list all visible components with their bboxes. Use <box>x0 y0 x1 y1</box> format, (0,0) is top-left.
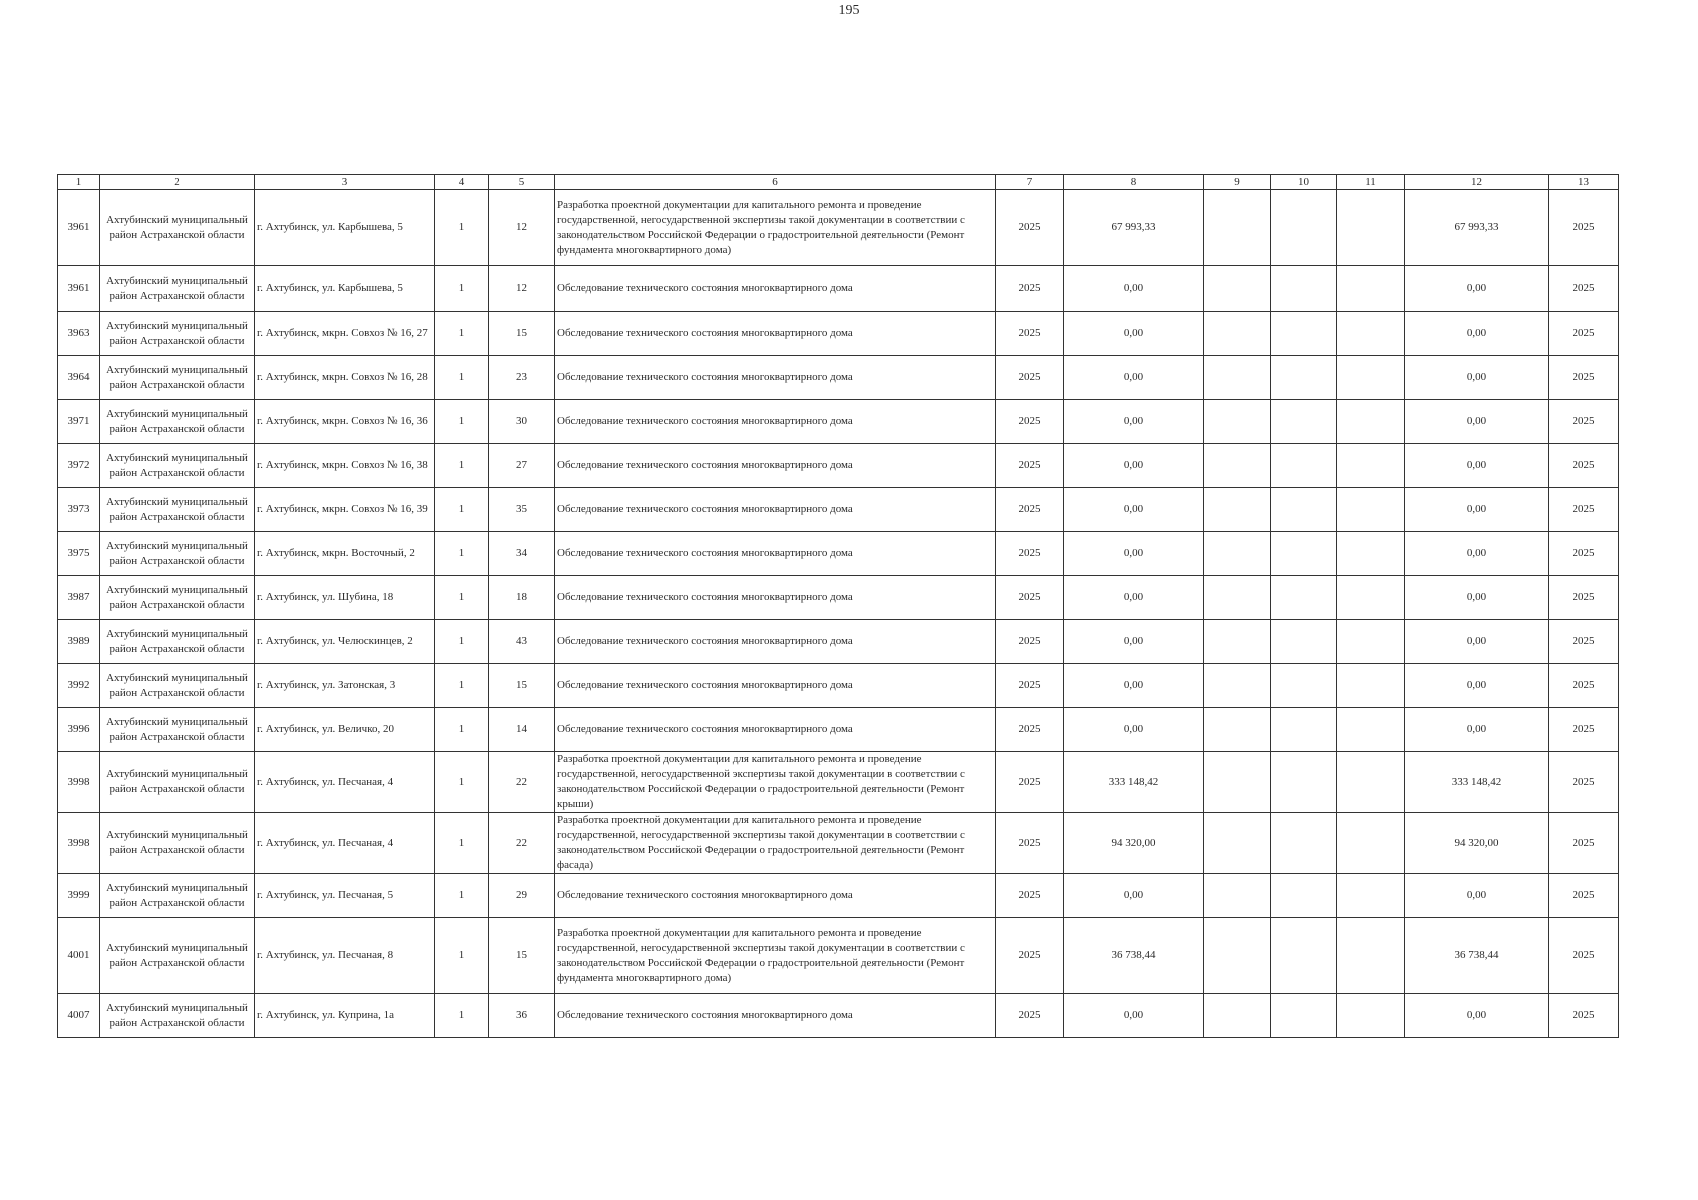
address-cell: г. Ахтубинск, ул. Величко, 20 <box>255 708 435 752</box>
col11-cell <box>1337 444 1405 488</box>
table-row <box>58 312 1619 356</box>
col13-year-cell: 2025 <box>1549 266 1619 312</box>
address-cell: г. Ахтубинск, мкрн. Восточный, 2 <box>255 532 435 576</box>
cost-cell: 94 320,00 <box>1064 813 1204 874</box>
year-cell: 2025 <box>996 266 1064 312</box>
municipality-cell: Ахтубинский муниципальный район Астраханской области <box>100 752 255 813</box>
work-type-cell: Обследование технического состояния многоквартирного дома <box>555 708 996 752</box>
table-row <box>58 400 1619 444</box>
col11-cell <box>1337 266 1405 312</box>
row-number: 3961 <box>58 266 100 312</box>
cost-cell: 333 148,42 <box>1064 752 1204 813</box>
col12-cost-cell: 0,00 <box>1405 400 1549 444</box>
col10-cell <box>1271 752 1337 813</box>
table-row <box>58 918 1619 994</box>
column-header-11: 11 <box>1337 175 1405 190</box>
work-type-cell: Обследование технического состояния многоквартирного дома <box>555 356 996 400</box>
work-type-cell: Обследование технического состояния многоквартирного дома <box>555 488 996 532</box>
col13-year-cell: 2025 <box>1549 752 1619 813</box>
col11-cell <box>1337 708 1405 752</box>
year-cell: 2025 <box>996 994 1064 1038</box>
municipality-cell: Ахтубинский муниципальный район Астраханской области <box>100 400 255 444</box>
address-cell: г. Ахтубинск, ул. Песчаная, 4 <box>255 752 435 813</box>
col13-year-cell: 2025 <box>1549 620 1619 664</box>
col12-cost-cell: 0,00 <box>1405 266 1549 312</box>
table-row <box>58 874 1619 918</box>
year-cell: 2025 <box>996 576 1064 620</box>
col4-cell: 1 <box>435 994 489 1038</box>
col5-cell: 22 <box>489 752 555 813</box>
work-type-cell: Обследование технического состояния многоквартирного дома <box>555 874 996 918</box>
col12-cost-cell: 0,00 <box>1405 874 1549 918</box>
col12-cost-cell: 0,00 <box>1405 994 1549 1038</box>
col4-cell: 1 <box>435 874 489 918</box>
table-row <box>58 356 1619 400</box>
table-row <box>58 488 1619 532</box>
col5-cell: 30 <box>489 400 555 444</box>
column-header-3: 3 <box>255 175 435 190</box>
table-row <box>58 190 1619 266</box>
col12-cost-cell: 0,00 <box>1405 312 1549 356</box>
address-cell: г. Ахтубинск, ул. Карбышева, 5 <box>255 190 435 266</box>
col4-cell: 1 <box>435 444 489 488</box>
table-body <box>58 190 1619 1038</box>
col5-cell: 14 <box>489 708 555 752</box>
col13-year-cell: 2025 <box>1549 708 1619 752</box>
municipality-cell: Ахтубинский муниципальный район Астраханской области <box>100 708 255 752</box>
col9-cell <box>1204 874 1271 918</box>
column-header-7: 7 <box>996 175 1064 190</box>
col10-cell <box>1271 918 1337 994</box>
col4-cell: 1 <box>435 190 489 266</box>
register-table <box>57 174 1619 1038</box>
column-header-1: 1 <box>58 175 100 190</box>
row-number: 4007 <box>58 994 100 1038</box>
address-cell: г. Ахтубинск, ул. Карбышева, 5 <box>255 266 435 312</box>
municipality-cell: Ахтубинский муниципальный район Астраханской области <box>100 994 255 1038</box>
page-number: 195 <box>838 3 860 18</box>
address-cell: г. Ахтубинск, мкрн. Совхоз № 16, 38 <box>255 444 435 488</box>
municipality-cell: Ахтубинский муниципальный район Астраханской области <box>100 190 255 266</box>
column-header-13: 13 <box>1549 175 1619 190</box>
cost-cell: 36 738,44 <box>1064 918 1204 994</box>
col12-cost-cell: 0,00 <box>1405 708 1549 752</box>
col12-cost-cell: 0,00 <box>1405 488 1549 532</box>
column-header-8: 8 <box>1064 175 1204 190</box>
work-type-cell: Обследование технического состояния многоквартирного дома <box>555 312 996 356</box>
col4-cell: 1 <box>435 576 489 620</box>
row-number: 3971 <box>58 400 100 444</box>
cost-cell: 0,00 <box>1064 576 1204 620</box>
municipality-cell: Ахтубинский муниципальный район Астраханской области <box>100 532 255 576</box>
table-row <box>58 708 1619 752</box>
work-type-cell: Разработка проектной документации для капитального ремонта и проведение государственной, негосударственной экспертизы такой документации в соответствии с законодательством Российской Федерации о градостроительной деятельности (Ремонт фундамента многоквартирного дома) <box>555 918 996 994</box>
col10-cell <box>1271 664 1337 708</box>
row-number: 4001 <box>58 918 100 994</box>
col11-cell <box>1337 918 1405 994</box>
col13-year-cell: 2025 <box>1549 356 1619 400</box>
year-cell: 2025 <box>996 400 1064 444</box>
row-number: 3998 <box>58 752 100 813</box>
year-cell: 2025 <box>996 532 1064 576</box>
municipality-cell: Ахтубинский муниципальный район Астраханской области <box>100 918 255 994</box>
year-cell: 2025 <box>996 356 1064 400</box>
table-row <box>58 532 1619 576</box>
table-header <box>58 175 1619 190</box>
col12-cost-cell: 0,00 <box>1405 620 1549 664</box>
col9-cell <box>1204 266 1271 312</box>
year-cell: 2025 <box>996 620 1064 664</box>
col5-cell: 36 <box>489 994 555 1038</box>
year-cell: 2025 <box>996 664 1064 708</box>
cost-cell: 0,00 <box>1064 664 1204 708</box>
year-cell: 2025 <box>996 488 1064 532</box>
col5-cell: 27 <box>489 444 555 488</box>
col9-cell <box>1204 444 1271 488</box>
col12-cost-cell: 0,00 <box>1405 576 1549 620</box>
address-cell: г. Ахтубинск, ул. Песчаная, 4 <box>255 813 435 874</box>
address-cell: г. Ахтубинск, мкрн. Совхоз № 16, 27 <box>255 312 435 356</box>
col12-cost-cell: 67 993,33 <box>1405 190 1549 266</box>
cost-cell: 0,00 <box>1064 400 1204 444</box>
col10-cell <box>1271 312 1337 356</box>
year-cell: 2025 <box>996 312 1064 356</box>
work-type-cell: Обследование технического состояния многоквартирного дома <box>555 444 996 488</box>
col13-year-cell: 2025 <box>1549 576 1619 620</box>
row-number: 3989 <box>58 620 100 664</box>
work-type-cell: Обследование технического состояния многоквартирного дома <box>555 620 996 664</box>
cost-cell: 0,00 <box>1064 356 1204 400</box>
work-type-cell: Разработка проектной документации для капитального ремонта и проведение государственной, негосударственной экспертизы такой документации в соответствии с законодательством Российской Федерации о градостроительной деятельности (Ремонт крыши) <box>555 752 996 813</box>
address-cell: г. Ахтубинск, ул. Шубина, 18 <box>255 576 435 620</box>
year-cell: 2025 <box>996 708 1064 752</box>
col9-cell <box>1204 488 1271 532</box>
cost-cell: 0,00 <box>1064 708 1204 752</box>
col11-cell <box>1337 752 1405 813</box>
col9-cell <box>1204 190 1271 266</box>
table-row <box>58 576 1619 620</box>
col5-cell: 12 <box>489 190 555 266</box>
col10-cell <box>1271 620 1337 664</box>
col12-cost-cell: 0,00 <box>1405 664 1549 708</box>
cost-cell: 0,00 <box>1064 488 1204 532</box>
col13-year-cell: 2025 <box>1549 190 1619 266</box>
col5-cell: 35 <box>489 488 555 532</box>
col4-cell: 1 <box>435 356 489 400</box>
col11-cell <box>1337 994 1405 1038</box>
col4-cell: 1 <box>435 312 489 356</box>
municipality-cell: Ахтубинский муниципальный район Астраханской области <box>100 444 255 488</box>
cost-cell: 0,00 <box>1064 266 1204 312</box>
col4-cell: 1 <box>435 400 489 444</box>
col10-cell <box>1271 400 1337 444</box>
address-cell: г. Ахтубинск, ул. Куприна, 1а <box>255 994 435 1038</box>
municipality-cell: Ахтубинский муниципальный район Астраханской области <box>100 312 255 356</box>
row-number: 3987 <box>58 576 100 620</box>
col4-cell: 1 <box>435 532 489 576</box>
col12-cost-cell: 333 148,42 <box>1405 752 1549 813</box>
col11-cell <box>1337 576 1405 620</box>
municipality-cell: Ахтубинский муниципальный район Астраханской области <box>100 813 255 874</box>
col10-cell <box>1271 874 1337 918</box>
col5-cell: 23 <box>489 356 555 400</box>
row-number: 3975 <box>58 532 100 576</box>
municipality-cell: Ахтубинский муниципальный район Астраханской области <box>100 874 255 918</box>
table-row <box>58 620 1619 664</box>
work-type-cell: Обследование технического состояния многоквартирного дома <box>555 664 996 708</box>
col12-cost-cell: 36 738,44 <box>1405 918 1549 994</box>
col5-cell: 29 <box>489 874 555 918</box>
column-header-9: 9 <box>1204 175 1271 190</box>
row-number: 3996 <box>58 708 100 752</box>
year-cell: 2025 <box>996 813 1064 874</box>
col4-cell: 1 <box>435 664 489 708</box>
column-header-2: 2 <box>100 175 255 190</box>
column-header-6: 6 <box>555 175 996 190</box>
work-type-cell: Разработка проектной документации для капитального ремонта и проведение государственной, негосударственной экспертизы такой документации в соответствии с законодательством Российской Федерации о градостроительной деятельности (Ремонт фундамента многоквартирного дома) <box>555 190 996 266</box>
col12-cost-cell: 0,00 <box>1405 532 1549 576</box>
address-cell: г. Ахтубинск, ул. Челюскинцев, 2 <box>255 620 435 664</box>
address-cell: г. Ахтубинск, мкрн. Совхоз № 16, 39 <box>255 488 435 532</box>
column-header-10: 10 <box>1271 175 1337 190</box>
col10-cell <box>1271 708 1337 752</box>
col13-year-cell: 2025 <box>1549 874 1619 918</box>
col13-year-cell: 2025 <box>1549 532 1619 576</box>
col5-cell: 15 <box>489 918 555 994</box>
work-type-cell: Обследование технического состояния многоквартирного дома <box>555 400 996 444</box>
year-cell: 2025 <box>996 874 1064 918</box>
col11-cell <box>1337 312 1405 356</box>
year-cell: 2025 <box>996 918 1064 994</box>
col10-cell <box>1271 190 1337 266</box>
col12-cost-cell: 94 320,00 <box>1405 813 1549 874</box>
row-number: 3972 <box>58 444 100 488</box>
table-row <box>58 813 1619 874</box>
col5-cell: 18 <box>489 576 555 620</box>
col5-cell: 43 <box>489 620 555 664</box>
cost-cell: 0,00 <box>1064 874 1204 918</box>
col10-cell <box>1271 488 1337 532</box>
col4-cell: 1 <box>435 620 489 664</box>
col11-cell <box>1337 190 1405 266</box>
table-row <box>58 266 1619 312</box>
work-type-cell: Обследование технического состояния многоквартирного дома <box>555 994 996 1038</box>
municipality-cell: Ахтубинский муниципальный район Астраханской области <box>100 266 255 312</box>
col10-cell <box>1271 813 1337 874</box>
column-header-4: 4 <box>435 175 489 190</box>
cost-cell: 67 993,33 <box>1064 190 1204 266</box>
col12-cost-cell: 0,00 <box>1405 356 1549 400</box>
table-row <box>58 444 1619 488</box>
col4-cell: 1 <box>435 266 489 312</box>
col10-cell <box>1271 356 1337 400</box>
address-cell: г. Ахтубинск, мкрн. Совхоз № 16, 36 <box>255 400 435 444</box>
municipality-cell: Ахтубинский муниципальный район Астраханской области <box>100 664 255 708</box>
col9-cell <box>1204 532 1271 576</box>
col9-cell <box>1204 400 1271 444</box>
col10-cell <box>1271 576 1337 620</box>
address-cell: г. Ахтубинск, ул. Песчаная, 8 <box>255 918 435 994</box>
work-type-cell: Разработка проектной документации для капитального ремонта и проведение государственной, негосударственной экспертизы такой документации в соответствии с законодательством Российской Федерации о градостроительной деятельности (Ремонт фасада) <box>555 813 996 874</box>
year-cell: 2025 <box>996 190 1064 266</box>
address-cell: г. Ахтубинск, ул. Песчаная, 5 <box>255 874 435 918</box>
col10-cell <box>1271 444 1337 488</box>
col13-year-cell: 2025 <box>1549 918 1619 994</box>
row-number: 3973 <box>58 488 100 532</box>
work-type-cell: Обследование технического состояния многоквартирного дома <box>555 576 996 620</box>
col13-year-cell: 2025 <box>1549 488 1619 532</box>
col10-cell <box>1271 266 1337 312</box>
municipality-cell: Ахтубинский муниципальный район Астраханской области <box>100 576 255 620</box>
col5-cell: 22 <box>489 813 555 874</box>
municipality-cell: Ахтубинский муниципальный район Астраханской области <box>100 356 255 400</box>
work-type-cell: Обследование технического состояния многоквартирного дома <box>555 532 996 576</box>
column-header-5: 5 <box>489 175 555 190</box>
cost-cell: 0,00 <box>1064 994 1204 1038</box>
municipality-cell: Ахтубинский муниципальный район Астраханской области <box>100 488 255 532</box>
col9-cell <box>1204 813 1271 874</box>
table-row <box>58 752 1619 813</box>
col9-cell <box>1204 312 1271 356</box>
row-number: 3963 <box>58 312 100 356</box>
col4-cell: 1 <box>435 752 489 813</box>
table-row <box>58 664 1619 708</box>
col9-cell <box>1204 918 1271 994</box>
col11-cell <box>1337 874 1405 918</box>
row-number: 3999 <box>58 874 100 918</box>
address-cell: г. Ахтубинск, мкрн. Совхоз № 16, 28 <box>255 356 435 400</box>
col4-cell: 1 <box>435 708 489 752</box>
row-number: 3961 <box>58 190 100 266</box>
col11-cell <box>1337 813 1405 874</box>
col11-cell <box>1337 400 1405 444</box>
col4-cell: 1 <box>435 488 489 532</box>
col9-cell <box>1204 664 1271 708</box>
cost-cell: 0,00 <box>1064 444 1204 488</box>
col13-year-cell: 2025 <box>1549 994 1619 1038</box>
col11-cell <box>1337 488 1405 532</box>
year-cell: 2025 <box>996 752 1064 813</box>
row-number: 3964 <box>58 356 100 400</box>
col9-cell <box>1204 576 1271 620</box>
col10-cell <box>1271 532 1337 576</box>
column-header-12: 12 <box>1405 175 1549 190</box>
header-row <box>58 175 1619 190</box>
col13-year-cell: 2025 <box>1549 312 1619 356</box>
address-cell: г. Ахтубинск, ул. Затонская, 3 <box>255 664 435 708</box>
col13-year-cell: 2025 <box>1549 813 1619 874</box>
col5-cell: 15 <box>489 312 555 356</box>
col9-cell <box>1204 994 1271 1038</box>
table-row <box>58 994 1619 1038</box>
col5-cell: 15 <box>489 664 555 708</box>
col4-cell: 1 <box>435 813 489 874</box>
col13-year-cell: 2025 <box>1549 664 1619 708</box>
col11-cell <box>1337 356 1405 400</box>
col9-cell <box>1204 708 1271 752</box>
col9-cell <box>1204 620 1271 664</box>
work-type-cell: Обследование технического состояния многоквартирного дома <box>555 266 996 312</box>
col12-cost-cell: 0,00 <box>1405 444 1549 488</box>
col5-cell: 12 <box>489 266 555 312</box>
col11-cell <box>1337 620 1405 664</box>
row-number: 3992 <box>58 664 100 708</box>
col13-year-cell: 2025 <box>1549 444 1619 488</box>
col9-cell <box>1204 752 1271 813</box>
col11-cell <box>1337 532 1405 576</box>
col13-year-cell: 2025 <box>1549 400 1619 444</box>
col9-cell <box>1204 356 1271 400</box>
col11-cell <box>1337 664 1405 708</box>
year-cell: 2025 <box>996 444 1064 488</box>
cost-cell: 0,00 <box>1064 312 1204 356</box>
cost-cell: 0,00 <box>1064 620 1204 664</box>
col10-cell <box>1271 994 1337 1038</box>
cost-cell: 0,00 <box>1064 532 1204 576</box>
row-number: 3998 <box>58 813 100 874</box>
col5-cell: 34 <box>489 532 555 576</box>
col4-cell: 1 <box>435 918 489 994</box>
municipality-cell: Ахтубинский муниципальный район Астраханской области <box>100 620 255 664</box>
